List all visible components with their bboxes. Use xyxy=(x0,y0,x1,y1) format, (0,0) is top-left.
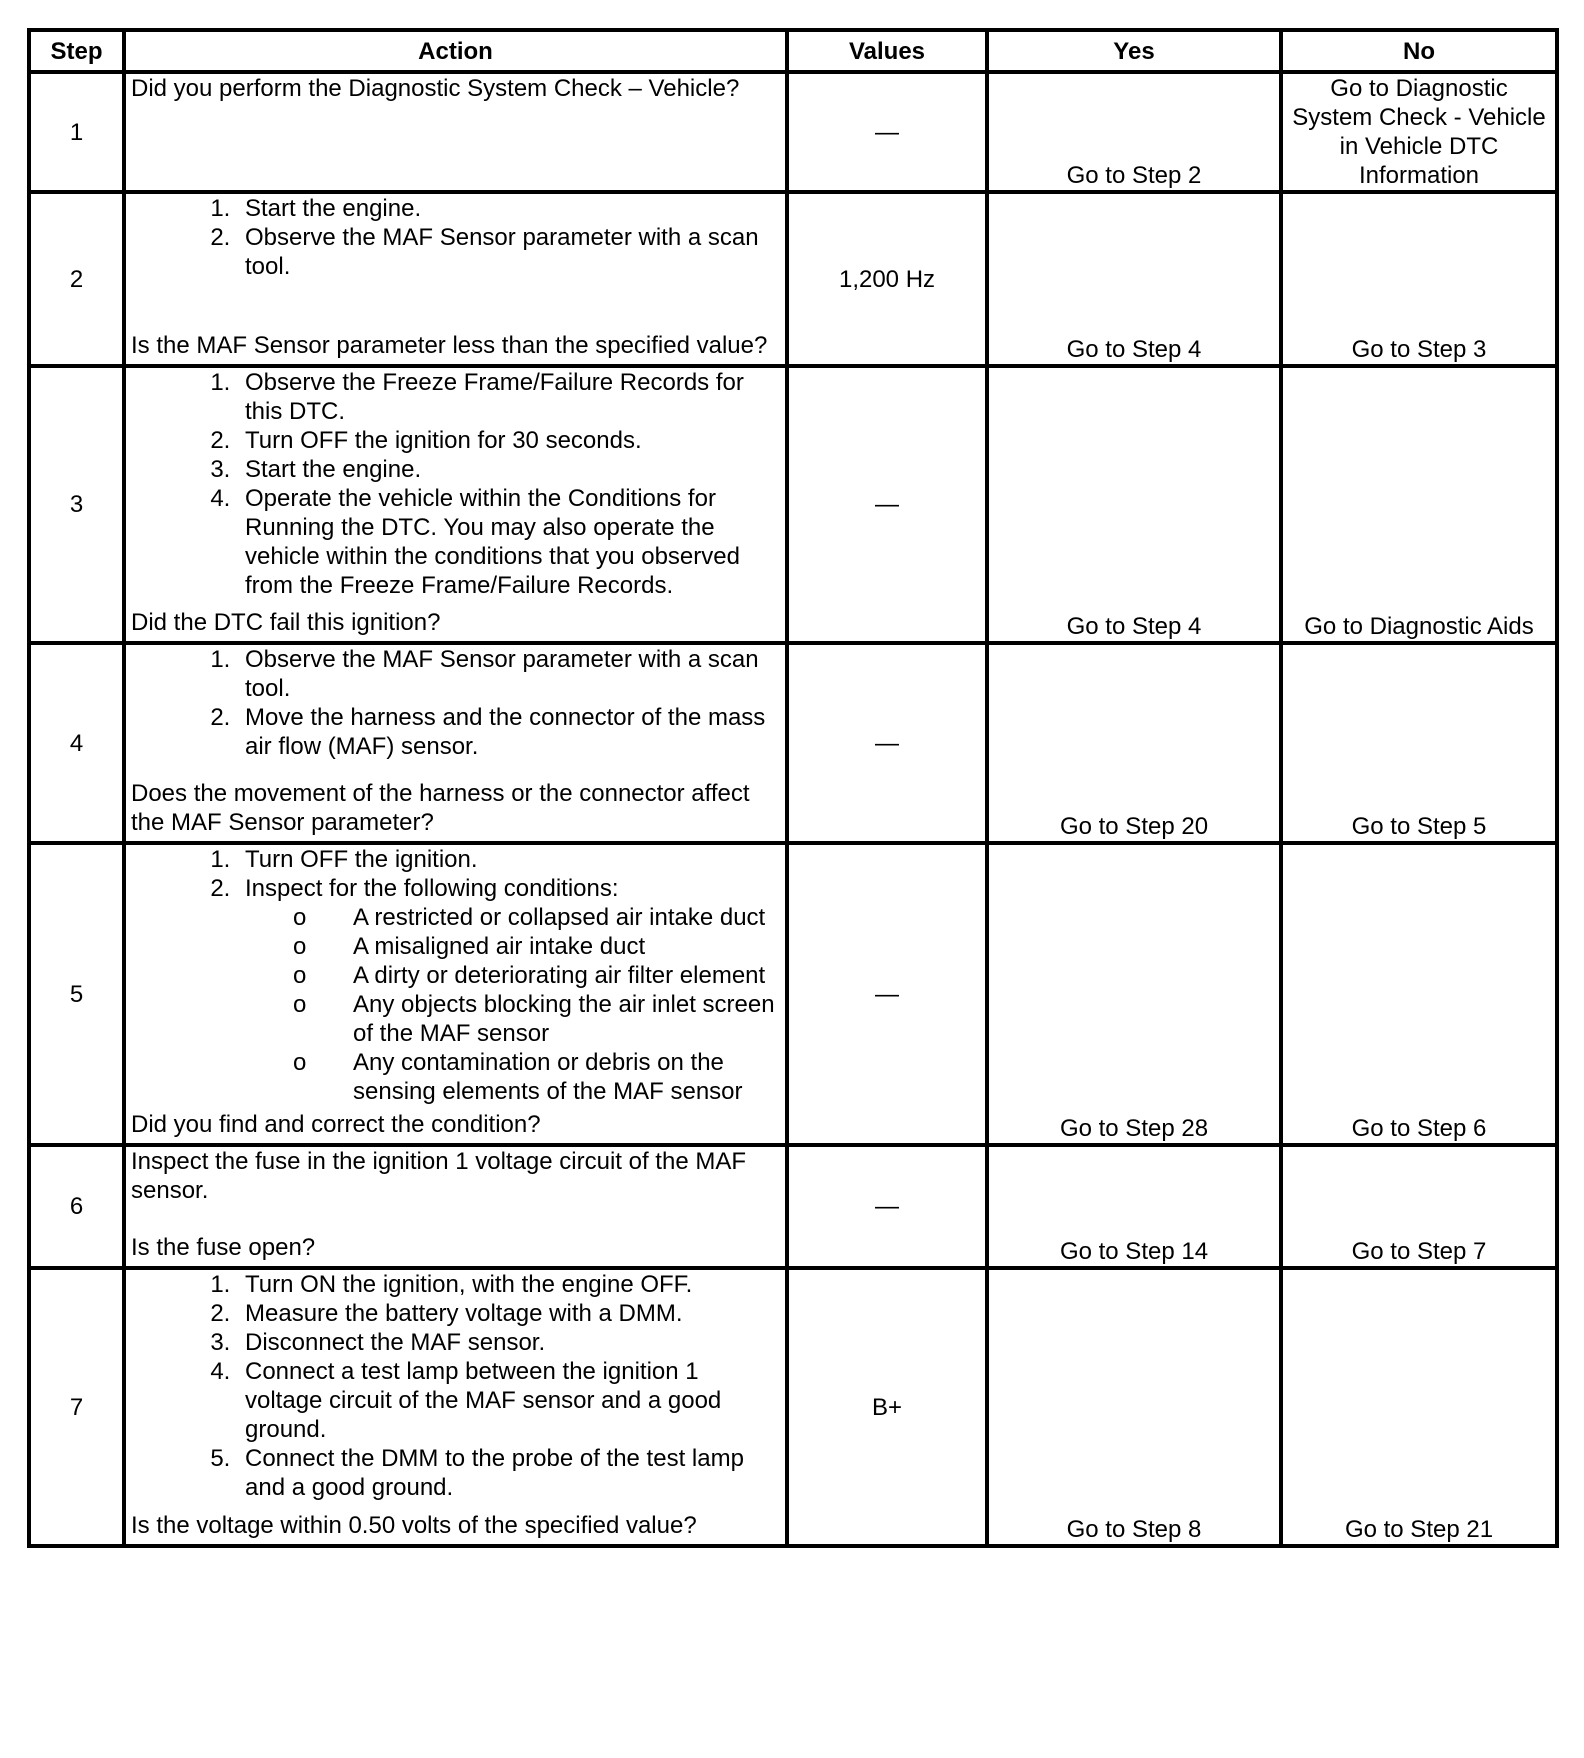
table-row xyxy=(29,366,1557,643)
no-cell: Go to Diagnostic Aids xyxy=(1281,366,1557,643)
no-cell: Go to Step 5 xyxy=(1281,643,1557,843)
yes-cell: Go to Step 2 xyxy=(987,72,1281,192)
action-step-text: Start the engine. xyxy=(245,456,422,483)
action-step-text: Turn ON the ignition, with the engine OFF. xyxy=(245,1271,693,1298)
table-row xyxy=(29,192,1557,366)
action-step-text: Turn OFF the ignition. xyxy=(245,846,478,873)
action-step-item xyxy=(237,874,780,1106)
action-top xyxy=(131,645,780,761)
yes-cell: Go to Step 28 xyxy=(987,843,1281,1145)
action-steps-list xyxy=(131,368,780,600)
condition-text: A restricted or collapsed air intake duct xyxy=(353,904,766,931)
circle-bullet-icon: o xyxy=(293,904,307,931)
action-top xyxy=(131,1147,780,1205)
step-number: 4 xyxy=(29,643,124,843)
diagnostic-table xyxy=(27,28,1559,1548)
step-number: 6 xyxy=(29,1145,124,1268)
header-step: Step xyxy=(29,30,124,72)
yes-cell: Go to Step 4 xyxy=(987,366,1281,643)
action-question: Did you find and correct the condition? xyxy=(131,1111,541,1138)
action-step-item xyxy=(237,1270,780,1299)
action-step-item xyxy=(237,223,780,281)
action-step-item xyxy=(237,426,780,455)
action-cell xyxy=(124,643,787,843)
action-intro: Did you perform the Diagnostic System Check – Vehicle? xyxy=(131,75,740,102)
action-cell xyxy=(124,192,787,366)
action-top xyxy=(131,1270,780,1502)
action-step-item xyxy=(237,455,780,484)
condition-text: Any objects blocking the air inlet screen of the MAF sensor xyxy=(353,991,775,1047)
action-step-item xyxy=(237,484,780,600)
condition-item xyxy=(293,1048,780,1106)
action-step-text: Turn OFF the ignition for 30 seconds. xyxy=(245,427,642,454)
action-step-text: Connect the DMM to the probe of the test lamp and a good ground. xyxy=(245,1445,744,1501)
circle-bullet-icon: o xyxy=(293,933,307,960)
condition-item xyxy=(293,903,780,932)
action-step-text: Start the engine. xyxy=(245,195,422,222)
yes-cell: Go to Step 4 xyxy=(987,192,1281,366)
value-cell: — xyxy=(787,72,987,192)
action-step-item xyxy=(237,645,780,703)
no-cell: Go to Step 7 xyxy=(1281,1145,1557,1268)
table-body xyxy=(29,72,1557,1546)
table-row xyxy=(29,643,1557,843)
action-cell xyxy=(124,366,787,643)
action-step-text: Disconnect the MAF sensor. xyxy=(245,1329,546,1356)
action-step-item xyxy=(237,368,780,426)
action-content xyxy=(131,1147,780,1262)
action-step-text: Observe the Freeze Frame/Failure Records for this DTC. xyxy=(245,369,744,425)
value-cell: — xyxy=(787,843,987,1145)
step-number: 5 xyxy=(29,843,124,1145)
action-steps-list xyxy=(131,845,780,1106)
value-cell: — xyxy=(787,643,987,843)
table-row xyxy=(29,72,1557,192)
action-step-item xyxy=(237,1444,780,1502)
table-row xyxy=(29,1268,1557,1546)
value-cell: B+ xyxy=(787,1268,987,1546)
action-content xyxy=(131,194,780,360)
no-cell: Go to Diagnostic System Check - Vehicle in Vehicle DTC Information xyxy=(1281,72,1557,192)
action-content xyxy=(131,74,780,180)
header-yes: Yes xyxy=(987,30,1281,72)
action-question: Is the voltage within 0.50 volts of the specified value? xyxy=(131,1512,697,1539)
action-top xyxy=(131,368,780,600)
header-row xyxy=(29,30,1557,72)
condition-text: A misaligned air intake duct xyxy=(353,933,646,960)
action-step-item xyxy=(237,845,780,874)
action-step-text: Move the harness and the connector of the mass air flow (MAF) sensor. xyxy=(245,704,766,760)
action-content xyxy=(131,1270,780,1540)
action-step-text: Measure the battery voltage with a DMM. xyxy=(245,1300,683,1327)
action-cell xyxy=(124,1268,787,1546)
action-intro: Inspect the fuse in the ignition 1 voltage circuit of the MAF sensor. xyxy=(131,1148,746,1204)
no-cell: Go to Step 6 xyxy=(1281,843,1557,1145)
table-row xyxy=(29,1145,1557,1268)
action-question: Is the MAF Sensor parameter less than the specified value? xyxy=(131,332,768,359)
action-step-text: Operate the vehicle within the Conditions for Running the DTC. You may also operate the vehicle within the conditions that you observed from the Freeze Frame/Failure Records. xyxy=(245,485,740,599)
action-top xyxy=(131,194,780,281)
condition-text: A dirty or deteriorating air filter element xyxy=(353,962,766,989)
yes-cell: Go to Step 14 xyxy=(987,1145,1281,1268)
action-steps-list xyxy=(131,645,780,761)
step-number: 2 xyxy=(29,192,124,366)
no-cell: Go to Step 3 xyxy=(1281,192,1557,366)
action-content xyxy=(131,845,780,1139)
condition-item xyxy=(293,961,780,990)
table-row xyxy=(29,843,1557,1145)
action-cell xyxy=(124,1145,787,1268)
action-step-text: Connect a test lamp between the ignition 1 voltage circuit of the MAF sensor and a good ground. xyxy=(245,1358,722,1443)
circle-bullet-icon: o xyxy=(293,1049,307,1076)
step-number: 1 xyxy=(29,72,124,192)
value-cell: 1,200 Hz xyxy=(787,192,987,366)
circle-bullet-icon: o xyxy=(293,991,307,1018)
no-cell: Go to Step 21 xyxy=(1281,1268,1557,1546)
action-step-item xyxy=(237,1357,780,1444)
action-cell xyxy=(124,72,787,192)
action-step-text: Observe the MAF Sensor parameter with a scan tool. xyxy=(245,224,759,280)
action-step-item xyxy=(237,703,780,761)
condition-list xyxy=(245,903,780,1106)
header-action: Action xyxy=(124,30,787,72)
yes-cell: Go to Step 8 xyxy=(987,1268,1281,1546)
step-number: 7 xyxy=(29,1268,124,1546)
value-cell: — xyxy=(787,1145,987,1268)
action-question: Did the DTC fail this ignition? xyxy=(131,609,441,636)
header-no: No xyxy=(1281,30,1557,72)
action-cell xyxy=(124,843,787,1145)
action-step-item xyxy=(237,194,780,223)
circle-bullet-icon: o xyxy=(293,962,307,989)
action-content xyxy=(131,368,780,637)
condition-text: Any contamination or debris on the sensing elements of the MAF sensor xyxy=(353,1049,743,1105)
action-step-item xyxy=(237,1328,780,1357)
step-number: 3 xyxy=(29,366,124,643)
action-step-text: Inspect for the following conditions: xyxy=(245,875,619,902)
header-values: Values xyxy=(787,30,987,72)
action-step-text: Observe the MAF Sensor parameter with a scan tool. xyxy=(245,646,759,702)
action-top xyxy=(131,845,780,1106)
action-steps-list xyxy=(131,194,780,281)
action-top xyxy=(131,74,780,103)
condition-item xyxy=(293,932,780,961)
action-question: Does the movement of the harness or the connector affect the MAF Sensor parameter? xyxy=(131,780,750,836)
action-content xyxy=(131,645,780,837)
value-cell: — xyxy=(787,366,987,643)
action-question: Is the fuse open? xyxy=(131,1234,316,1261)
action-step-item xyxy=(237,1299,780,1328)
condition-item xyxy=(293,990,780,1048)
action-steps-list xyxy=(131,1270,780,1502)
yes-cell: Go to Step 20 xyxy=(987,643,1281,843)
